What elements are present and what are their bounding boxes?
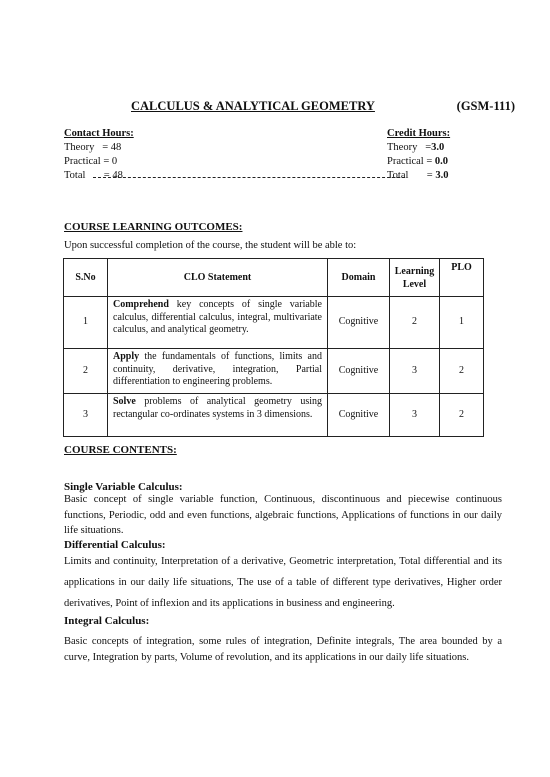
row-sno: 3 bbox=[64, 394, 108, 437]
contact-hours-heading: Contact Hours: bbox=[64, 128, 134, 139]
table-row bbox=[64, 349, 484, 394]
row-statement bbox=[108, 297, 328, 349]
credit-practical-label: Practical = bbox=[387, 156, 435, 167]
contents-heading: COURSE CONTENTS: bbox=[64, 444, 177, 456]
statement-text: problems of analytical geometry using rectangular co-ordinates systems in 3 dimensions. bbox=[113, 396, 322, 420]
course-code: (GSM-111) bbox=[456, 99, 515, 113]
row-plo: 2 bbox=[440, 349, 484, 394]
credit-theory-label: Theory = bbox=[387, 142, 432, 153]
col-sno: S.No bbox=[64, 259, 108, 297]
col-clo-statement: CLO Statement bbox=[108, 259, 328, 297]
row-domain: Cognitive bbox=[328, 349, 390, 394]
credit-total bbox=[387, 169, 450, 183]
credit-practical bbox=[387, 155, 450, 169]
section-title: Single Variable Calculus: bbox=[64, 481, 183, 493]
col-domain: Domain bbox=[328, 259, 390, 297]
section-title: Differential Calculus: bbox=[64, 539, 166, 551]
clo-table bbox=[63, 258, 484, 437]
section-title: Integral Calculus: bbox=[64, 615, 150, 627]
col-plo: PLO bbox=[440, 259, 484, 297]
row-sno: 1 bbox=[64, 297, 108, 349]
row-domain: Cognitive bbox=[328, 394, 390, 437]
divider-dashed bbox=[93, 177, 405, 178]
credit-practical-value: 0.0 bbox=[434, 156, 449, 167]
contact-practical: Practical = 0 bbox=[64, 156, 118, 167]
outcomes-intro: Upon successful completion of the course, the student will be able to: bbox=[64, 240, 357, 251]
row-sno: 2 bbox=[64, 349, 108, 394]
row-plo: 2 bbox=[440, 394, 484, 437]
row-statement bbox=[108, 349, 328, 394]
statement-text: the fundamentals of functions, limits and continuity, derivative, integration, Partial differentiation to engineering problems. bbox=[113, 351, 322, 387]
row-statement bbox=[108, 394, 328, 437]
row-level: 3 bbox=[390, 349, 440, 394]
section-body: Basic concept of single variable function, Continuous, discontinuous and piecewise continuous functions, Periodic, odd and even functions, algebraic functions, Applications of functions in our daily life situations. bbox=[64, 494, 502, 536]
table-row bbox=[64, 394, 484, 437]
title-row bbox=[0, 99, 550, 115]
statement-verb: Solve bbox=[113, 396, 136, 407]
statement-verb: Apply bbox=[113, 351, 140, 362]
credit-theory bbox=[387, 141, 450, 155]
statement-text: key concepts of single variable calculus, differential calculus, integral, multivariate calculus, and analytical geometry. bbox=[113, 299, 322, 335]
row-level: 2 bbox=[390, 297, 440, 349]
statement-verb: Comprehend bbox=[113, 299, 169, 310]
credit-hours-heading: Credit Hours: bbox=[387, 128, 451, 139]
contact-total: Total = 48 bbox=[64, 170, 123, 181]
table-row bbox=[64, 297, 484, 349]
credit-hours-block bbox=[387, 127, 450, 183]
outcomes-heading: COURSE LEARNING OUTCOMES: bbox=[64, 221, 243, 233]
contact-hours-block bbox=[64, 127, 134, 183]
credit-total-label: Total = bbox=[387, 170, 436, 181]
row-domain: Cognitive bbox=[328, 297, 390, 349]
col-learning-level: Learning Level bbox=[390, 259, 440, 297]
course-title: CALCULUS & ANALYTICAL GEOMETRY bbox=[131, 99, 375, 113]
contact-theory: Theory = 48 bbox=[64, 142, 122, 153]
credit-theory-value: 3.0 bbox=[431, 142, 445, 153]
section-body: Limits and continuity, Interpretation of a derivative, Geometric interpretation, Total differential and its applications in our daily life situations, The use of a table of different type derivatives, Higher order derivatives, Point of inflexion and its applications in business and engineering. bbox=[64, 556, 502, 609]
section-body: Basic concepts of integration, some rules of integration, Definite integrals, The area bounded by a curve, Integration by parts, Volume of revolution, and its applications in our daily life situations. bbox=[64, 636, 502, 663]
clo-header-row bbox=[64, 259, 484, 297]
credit-total-value: 3.0 bbox=[435, 170, 449, 181]
row-plo: 1 bbox=[440, 297, 484, 349]
row-level: 3 bbox=[390, 394, 440, 437]
